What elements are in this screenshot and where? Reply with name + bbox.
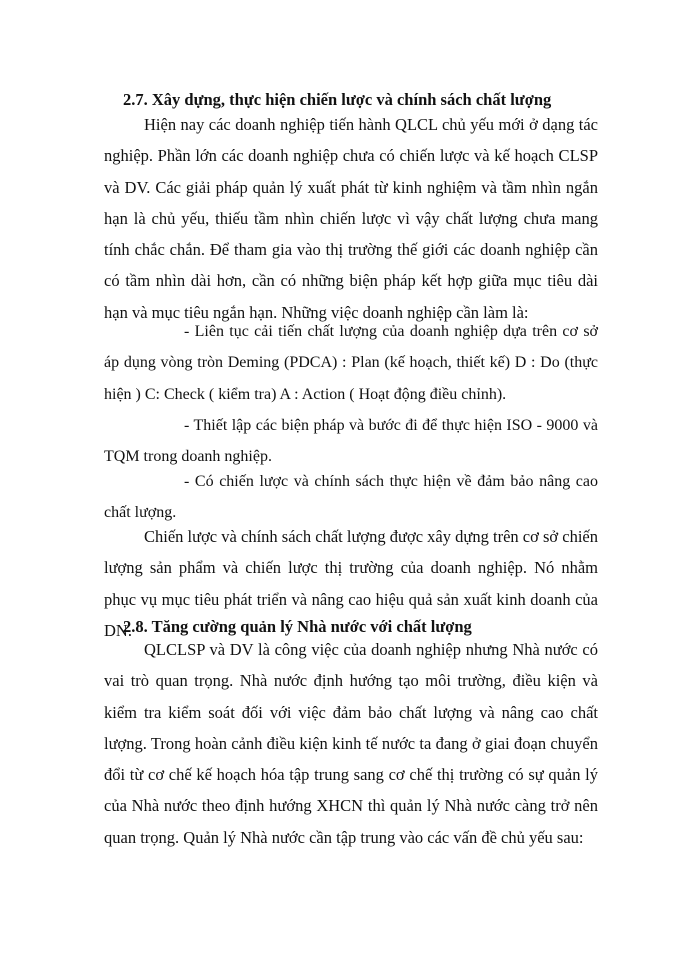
bullet-item-strategy: - Có chiến lược và chính sách thực hiện về đảm bảo nâng cao chất lượng. xyxy=(104,473,598,522)
section-2-8-body-paragraph: QLCLSP và DV là công việc của doanh nghiệp nhưng Nhà nước có vai trò quan trọng. Nhà nước định hướng tạo môi trường, điều kiện và kiểm tra kiểm soát đối với việc đảm bảo chất lượng và nâng cao chất lượng. Trong hoàn cảnh điều kiện kinh tế nước ta đang ở giai đoạn chuyển đổi từ cơ chế kế hoạch hóa tập trung sang cơ chế thị trường có sự quản lý của Nhà nước theo định hướng XHCN thì quản lý Nhà nước càng trở nên quan trọng. Quản lý Nhà nước cần tập trung vào các vấn đề chủ yếu sau: xyxy=(104,640,598,847)
section-2-7-intro-paragraph: Hiện nay các doanh nghiệp tiến hành QLCL chủ yếu mới ở dạng tác nghiệp. Phần lớn các doanh nghiệp chưa có chiến lược và kế hoạch CLSP và DV. Các giải pháp quản lý xuất phát từ kinh nghiệm và tầm nhìn ngắn hạn là chủ yếu, thiếu tầm nhìn chiến lược vì vậy chất lượng chưa mang tính chắc chắn. Để tham gia vào thị trường thế giới các doanh nghiệp cần có tầm nhìn dài hơn, cần có những biện pháp kết hợp giữa mục tiêu dài hạn và mục tiêu ngắn hạn. Những việc doanh nghiệp cần làm là: xyxy=(104,115,598,322)
section-2-7-heading: 2.7. Xây dựng, thực hiện chiến lược và chính sách chất lượng xyxy=(123,90,552,109)
bullet-item-deming: - Liên tục cải tiến chất lượng của doanh nghiệp dựa trên cơ sở áp dụng vòng tròn Deming (PDCA) : Plan (kế hoạch, thiết kế) D : Do (thực hiện ) C: Check ( kiểm tra) A : Action ( Hoạt động điều chỉnh). xyxy=(104,323,598,403)
section-2-8-heading: 2.8. Tăng cường quản lý Nhà nước với chất lượng xyxy=(123,617,472,636)
bullet-item-iso-tqm: - Thiết lập các biện pháp và bước đi để thực hiện ISO - 9000 và TQM trong doanh nghiệp. xyxy=(104,417,598,466)
section-2-7-closing-paragraph: Chiến lược và chính sách chất lượng được xây dựng trên cơ sở chiến lượng sản phẩm và chiến lược thị trường của doanh nghiệp. Nó nhằm phục vụ mục tiêu phát triển và nâng cao hiệu quả sản xuất kinh doanh của DN. xyxy=(104,527,598,640)
